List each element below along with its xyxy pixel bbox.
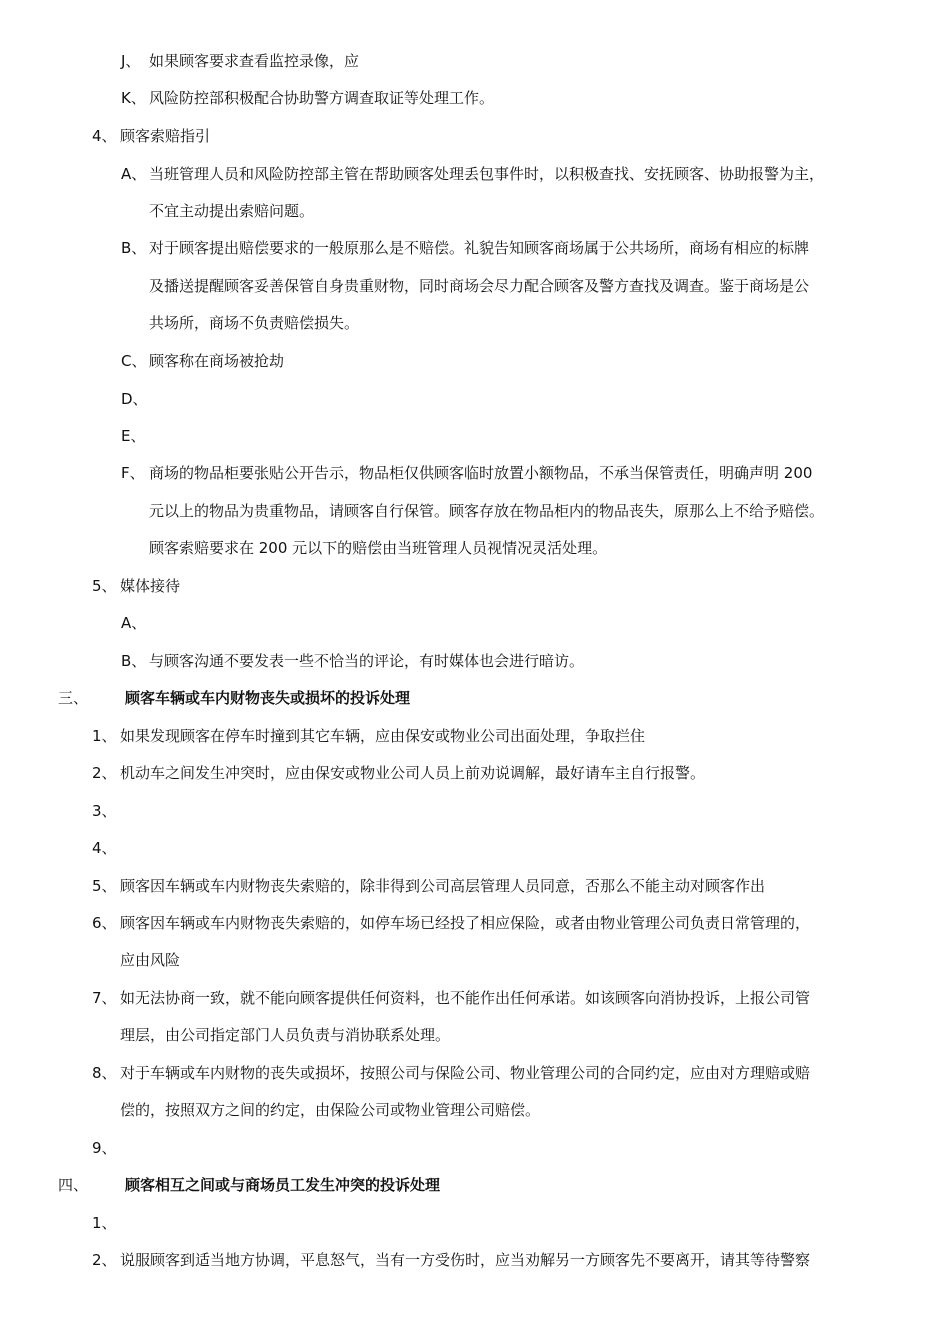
item-text-line: 对于顾客提出赔偿要求的一般原那么是不赔偿。礼貌告知顾客商场属于公共场所，商场有相应的标牌 — [149, 239, 810, 257]
item-text-line: 应由风险 — [120, 951, 181, 969]
item-text: 顾客称在商场被抢劫 — [149, 352, 285, 370]
item-marker: D、 — [121, 390, 148, 408]
item-marker: 1、 — [92, 1214, 117, 1232]
item-marker: 3、 — [92, 802, 117, 820]
item-marker: 7、 — [92, 989, 117, 1007]
item-text: 顾客因车辆或车内财物丧失索赔的，除非得到公司高层管理人员同意，否那么不能主动对顾客作出 — [120, 877, 766, 895]
item-marker: E、 — [121, 427, 146, 445]
item-text-line: 偿的，按照双方之间的约定，由保险公司或物业管理公司赔偿。 — [120, 1101, 541, 1119]
item-text-line: 顾客索赔要求在 200 元以下的赔偿由当班管理人员视情况灵活处理。 — [149, 539, 608, 557]
item-text: 风险防控部积极配合协助警方调查取证等处理工作。 — [149, 89, 495, 107]
item-marker: C、 — [121, 352, 147, 370]
item-marker: 6、 — [92, 914, 117, 932]
item-marker: 4、 — [92, 127, 117, 145]
item-marker: A、 — [121, 614, 147, 632]
item-text-line: 当班管理人员和风险防控部主管在帮助顾客处理丢包事件时，以积极查找、安抚顾客、协助报警为主， — [149, 165, 825, 183]
item-text: 如果发现顾客在停车时撞到其它车辆，应由保安或物业公司出面处理，争取拦住 — [120, 727, 646, 745]
item-marker: 5、 — [92, 577, 117, 595]
item-text: 如果顾客要求查看监控录像，应 — [149, 52, 360, 70]
item-text-line: 商场的物品柜要张贴公开告示，物品柜仅供顾客临时放置小额物品，不承当保管责任，明确声明 200 — [149, 464, 813, 482]
item-text-line: 顾客因车辆或车内财物丧失索赔的，如停车场已经投了相应保险，或者由物业管理公司负责日常管理的， — [120, 914, 811, 932]
item-text: 机动车之间发生冲突时，应由保安或物业公司人员上前劝说调解，最好请车主自行报警。 — [120, 764, 706, 782]
item-text-line: 不宜主动提出索赔问题。 — [149, 202, 315, 220]
section-marker: 四、 — [58, 1176, 89, 1194]
item-text-line: 元以上的物品为贵重物品，请顾客自行保管。顾客存放在物品柜内的物品丧失，原那么上不给予赔偿。 — [149, 502, 825, 520]
item-marker: 8、 — [92, 1064, 117, 1082]
item-marker: F、 — [121, 464, 145, 482]
item-marker: B、 — [121, 652, 147, 670]
item-marker: 4、 — [92, 839, 117, 857]
item-marker: 9、 — [92, 1139, 117, 1157]
item-marker: 1、 — [92, 727, 117, 745]
item-text-line: 理层，由公司指定部门人员负责与消协联系处理。 — [120, 1026, 451, 1044]
item-text-line: 对于车辆或车内财物的丧失或损坏，按照公司与保险公司、物业管理公司的合同约定，应由对方理赔或赔 — [120, 1064, 811, 1082]
item-text-line: 共场所，商场不负责赔偿损失。 — [149, 314, 360, 332]
item-marker: 5、 — [92, 877, 117, 895]
item-marker: 2、 — [92, 1251, 117, 1269]
section-marker: 三、 — [58, 689, 89, 707]
item-text: 媒体接待 — [120, 577, 181, 595]
item-marker: K、 — [121, 89, 146, 107]
section-title: 顾客相互之间或与商场员工发生冲突的投诉处理 — [125, 1176, 441, 1194]
item-text-line: 如无法协商一致，就不能向顾客提供任何资料，也不能作出任何承诺。如该顾客向消协投诉，上报公司管 — [120, 989, 811, 1007]
item-text: 顾客索赔指引 — [120, 127, 211, 145]
item-text: 与顾客沟通不要发表一些不恰当的评论，有时媒体也会进行暗访。 — [149, 652, 585, 670]
item-marker: J、 — [121, 52, 141, 70]
item-marker: B、 — [121, 239, 147, 257]
item-marker: A、 — [121, 165, 147, 183]
item-text-line: 及播送提醒顾客妥善保管自身贵重财物，同时商场会尽力配合顾客及警方查找及调查。鉴于商场是公 — [149, 277, 810, 295]
item-marker: 2、 — [92, 764, 117, 782]
item-text: 说服顾客到适当地方协调，平息怒气，当有一方受伤时，应当劝解另一方顾客先不要离开，请其等待警察 — [120, 1251, 811, 1269]
section-title: 顾客车辆或车内财物丧失或损坏的投诉处理 — [125, 689, 411, 707]
